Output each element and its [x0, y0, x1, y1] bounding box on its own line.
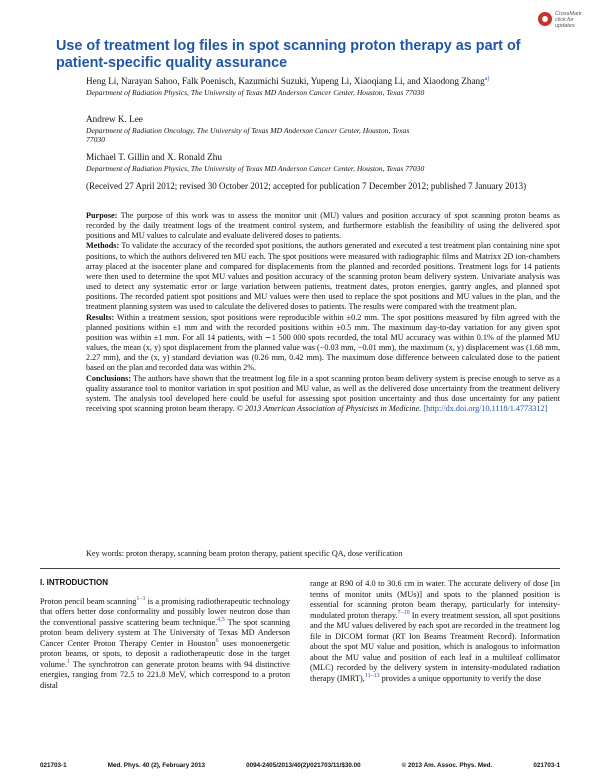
abstract-purpose: Purpose: The purpose of this work was to assess the monitor unit (MU) values and position accuracy of spot scanning proton beams as recorded by the daily treatment logs of the treatment control system, and furthermore establish the feasibility of using the delivered spot positions and MU values to calculate and evaluate delivered doses to patients. — [86, 211, 560, 241]
crossmark-icon — [538, 12, 552, 26]
crossmark-label: CrossMark click for updates — [555, 11, 582, 29]
author-names: Andrew K. Lee — [86, 114, 143, 124]
author-footnote-marker[interactable]: a) — [484, 75, 490, 82]
body-text: In every treatment session, all spot positions and the MU values delivered by each spot are recorded in the treatment log file in DICOM format (RT Ion Beams Treatment Record). Information about the spot MU value and position, which is analogous to information about the MU value and position of each leaf in a multileaf collimator (MLC) recorded by the delivery system in intensity-modulated radiation therapy (IMRT), — [310, 610, 561, 683]
citation-link[interactable]: 6 — [215, 637, 219, 644]
body-text: is a promising radiotherapeutic technology that offers better dose conformality and possibly lower neutron dose than the conventional passive scattering beam technique. — [40, 596, 290, 627]
author-affiliation: Department of Radiation Physics, The University of Texas MD Anderson Cancer Center, Houston, Texas 77030 — [86, 87, 425, 97]
body-text: range at R90 of 4.0 to 30.6 cm in water. The accurate delivery of dose [in terms of monitor units (MUs)] and spots to the planned position is essential for scanning proton beam therapy, particularly for intensity-modulated proton therapy. — [310, 579, 560, 620]
page-footer — [40, 762, 560, 769]
author-affiliation: Department of Radiation Oncology, The University of Texas MD Anderson Cancer Center, Houston, Texas 77030 — [86, 125, 410, 144]
citation-link[interactable]: 4,5 — [217, 616, 225, 623]
section-heading: I. INTRODUCTION — [40, 578, 108, 587]
footer-page-right: 021703-1 — [533, 762, 560, 769]
crossmark-logo[interactable] — [538, 8, 586, 36]
author-group-3 — [86, 152, 556, 173]
citation-link[interactable]: 1 — [66, 659, 70, 666]
citation-link[interactable]: 7–10 — [397, 609, 410, 616]
author-group-2 — [86, 114, 556, 145]
footer-journal: Med. Phys. 40 (2), February 2013 — [107, 762, 205, 769]
body-text: The synchrotron can generate proton beams with 94 distinctive energies, ranging from 72.5 to 221.8 MeV, which correspond to a proton distal — [40, 659, 290, 690]
abstract-methods: Methods: To validate the accuracy of the recorded spot positions, the authors generated and executed a test treatment plan containing nine spot positions, to which the authors delivered ten MU each. The spot positions were measured with radiographic films and Matrixx 2D ion-chambers array placed at the isocenter plane and compared for displacements from the planned and recorded positions. Treatment logs for 14 patients were then used to determine the spot MU values and position accuracy of the scanning proton beam delivery system. Univariate analysis was used to detect any systematic error or large variation between patients, treatment dates, proton energies, gantry angles, and planned spot positions. The recorded patient spot positions and MU values were then used to replace the spot positions and MU values in the plan, and the treatment planning system was used to calculate the delivered doses to patients. The results were compared with the treatment plan. — [86, 241, 560, 312]
abstract — [86, 211, 560, 414]
section-divider — [40, 568, 560, 569]
citation-link[interactable]: 1–3 — [136, 595, 146, 602]
citation-link[interactable]: 11–13 — [364, 673, 380, 680]
body-text: Proton pencil beam scanning — [40, 596, 137, 606]
body-text: provides a unique opportunity to verify the dose — [379, 673, 542, 683]
keywords: Key words: proton therapy, scanning beam proton therapy, patient specific QA, dose verification — [86, 549, 403, 558]
footer-page-left: 021703-1 — [40, 762, 67, 769]
author-names: Heng Li, Narayan Sahoo, Falk Poenisch, Kazumichi Suzuki, Yupeng Li, Xiaoqiang Li, and Xiaodong Zhang$^{a)}$ — [86, 75, 490, 86]
author-affiliation: Department of Radiation Physics, The University of Texas MD Anderson Cancer Center, Houston, Texas 77030 — [86, 163, 425, 173]
body-text: The spot scanning proton beam delivery system at The University of Texas MD Anderson Cancer Center Proton Therapy Center in Houston — [40, 617, 290, 648]
body-column-left — [40, 578, 290, 691]
intro-paragraph-2 — [310, 579, 560, 684]
body-column-right — [310, 579, 560, 684]
abstract-conclusions: Conclusions: The authors have shown that the treatment log file in a spot scanning proton beam delivery system is precise enough to serve as a quality assurance tool to monitor variation in spot position and MU value, as well as the delivered dose uncertainty from the treatment delivery system. The analysis tool developed here could be useful for assessing spot position uncertainty and thus dose uncertainty for any patient receiving spot scanning proton beam therapy. © 2013 American Association of Physicists in Medicine. [http://dx.doi.org/10.1118/1.4773312] — [86, 373, 560, 413]
footer-issn: 0094-2405/2013/40(2)/021703/11/$30.00 — [246, 762, 361, 769]
copyright-notice: © 2013 American Association of Physicists in Medicine. — [236, 403, 422, 413]
abstract-results: Results: Within a treatment session, spot positions were reproducible within ±0.2 mm. The spot positions measured by film agreed with the planned positions within ±1 mm and with the recorded positions within ±0.5 mm. The maximum day-to-day variation for any given spot position was within ±1 mm. For all 14 patients, with ∼1 500 000 spots recorded, the total MU accuracy was within 0.1% of the planned MU values, the mean (x, y) spot displacement from the planned value was (−0.03 mm, −0.01 mm), the maximum (x, y) displacement was (1.68 mm, 2.27 mm), and the (x, y) standard deviation was (0.26 mm, 0.42 mm). The maximum dose difference between calculated dose to the patient based on the plan and recorded data was within 2%. — [86, 312, 560, 373]
doi-link[interactable]: [http://dx.doi.org/10.1118/1.4773312] — [423, 403, 548, 413]
author-group-1 — [86, 76, 556, 97]
article-title: Use of treatment log files in spot scanning proton therapy as part of patient-specific quality assurance — [56, 38, 521, 71]
received-dates: (Received 27 April 2012; revised 30 October 2012; accepted for publication 7 December 2012; published 7 January 2013) — [86, 181, 527, 191]
body-text: uses monoenergetic proton beams, or spots, to deposit a radiotherapeutic dose in the target volume. — [40, 638, 290, 669]
author-names: Michael T. Gillin and X. Ronald Zhu — [86, 152, 222, 162]
footer-copyright: © 2013 Am. Assoc. Phys. Med. — [401, 762, 493, 769]
intro-paragraph-1 — [40, 597, 290, 692]
